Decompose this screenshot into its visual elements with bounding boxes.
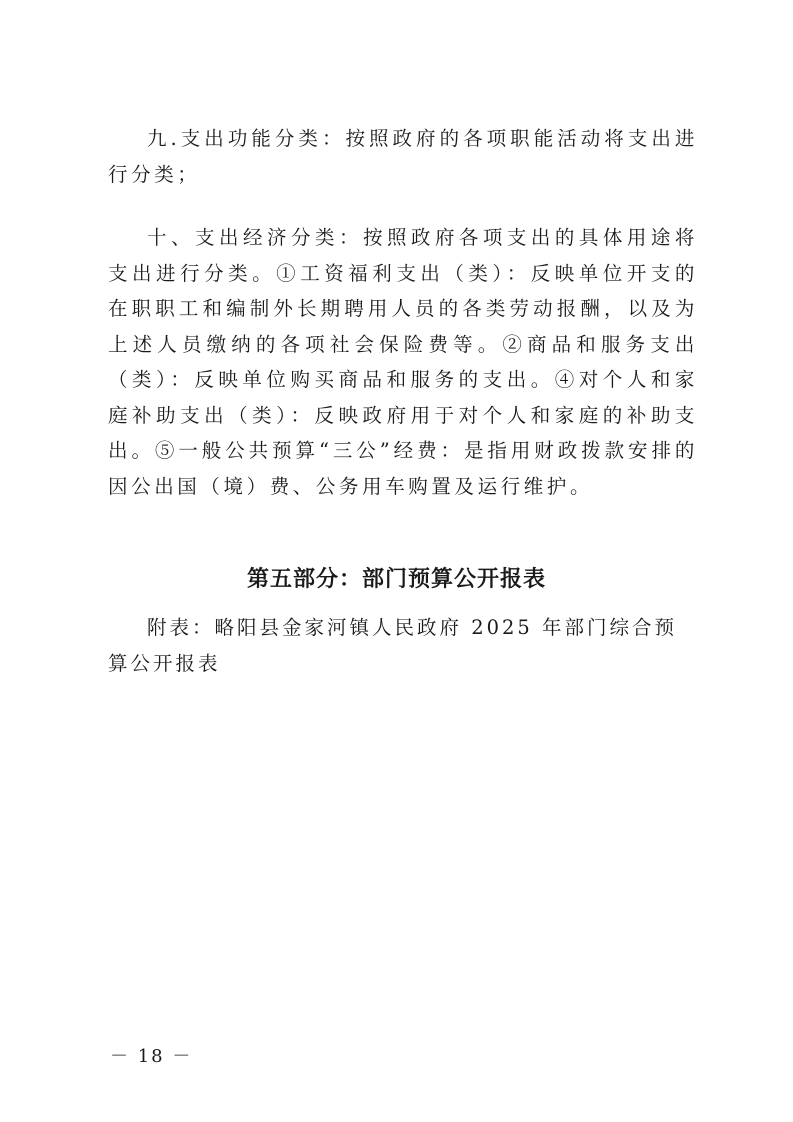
paragraph-expenditure-functional-classification: 九.支出功能分类：按照政府的各项职能活动将支出进行分类； [108,127,698,186]
section-heading: 第五部分：部门预算公开报表 [246,566,546,592]
page-number: － 18 － [110,1046,193,1067]
attachment-note: 附表：略阳县金家河镇人民政府 2025 年部门综合预算公开报表 [108,616,678,675]
paragraph-expenditure-economic-classification: 十、支出经济分类：按照政府各项支出的具体用途将支出进行分类。①工资福利支出（类）：反映单位开支的在职职工和编制外长期聘用人员的各类劳动报酬，以及为上述人员缴纳的各项社会保险费等。②商品和服务支出（类）：反映单位购买商品和服务的支出。④对个人和家庭补助支出（类）：反映政府用于对个人和家庭的补助支出。⑤一般公共预算“三公”经费：是指用财政拨款安排的因公出国（境）费、公务用车购置及运行维护。 [108,226,698,498]
